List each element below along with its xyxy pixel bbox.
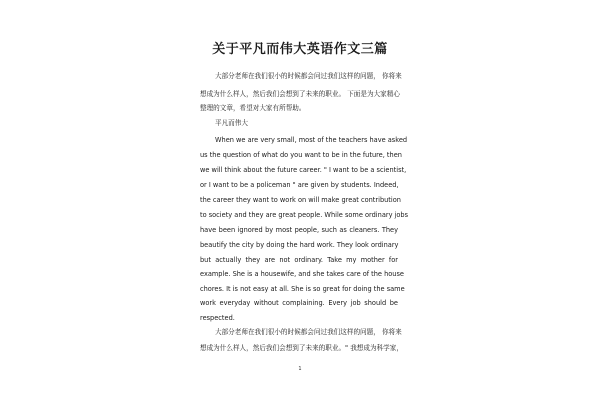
paragraph-line: respected.	[200, 314, 235, 322]
section-heading: 平凡而伟大	[215, 119, 248, 127]
paragraph-line: When we are very small, most of the teachers have asked	[215, 136, 408, 144]
paragraph-line: beautify the city by doing the hard work. They look ordinary	[200, 241, 399, 249]
paragraph-line: example. She is a housewife, and she takes care of the house	[200, 270, 404, 278]
paragraph-line: but actually they are not ordinary. Take my mother for	[200, 256, 398, 264]
paragraph-line: 想成为什么样人，然后我们会想到了未来的职业。" 我想成为科学家，	[200, 344, 403, 352]
page-number: 1	[298, 366, 302, 372]
document-title: 关于平凡而伟大英语作文三篇	[212, 42, 388, 57]
paragraph-line: 大部分老师在我们很小的时候都会问过我们这样的问题， 你将来	[215, 328, 402, 336]
paragraph-line: we will think about the future career. " I want to be a scientist,	[200, 166, 407, 174]
paragraph-line: chores. It is not easy at all. She is so great for doing the same	[200, 285, 405, 293]
paragraph-line: 想成为什么样人，然后我们会想到了未来的职业。 下面是为大家精心	[200, 90, 400, 98]
paragraph-line: work everyday without complaining. Every job should be	[200, 299, 398, 307]
paragraph-line: the career they want to work on will make great contribution	[200, 196, 401, 204]
paragraph-line: have been ignored by most people, such as cleaners. They	[200, 226, 398, 234]
paragraph-line: 大部分老师在我们很小的时候都会问过我们这样的问题， 你将来	[215, 72, 402, 80]
paragraph-line: 整理的文章，希望对大家有所帮助。	[200, 104, 306, 112]
paragraph-line: us the question of what do you want to be in the future, then	[200, 151, 402, 159]
paragraph-line: or I want to be a policeman " are given by students. Indeed,	[200, 181, 399, 189]
paragraph-line: to society and they are great people. While some ordinary jobs	[200, 211, 409, 219]
